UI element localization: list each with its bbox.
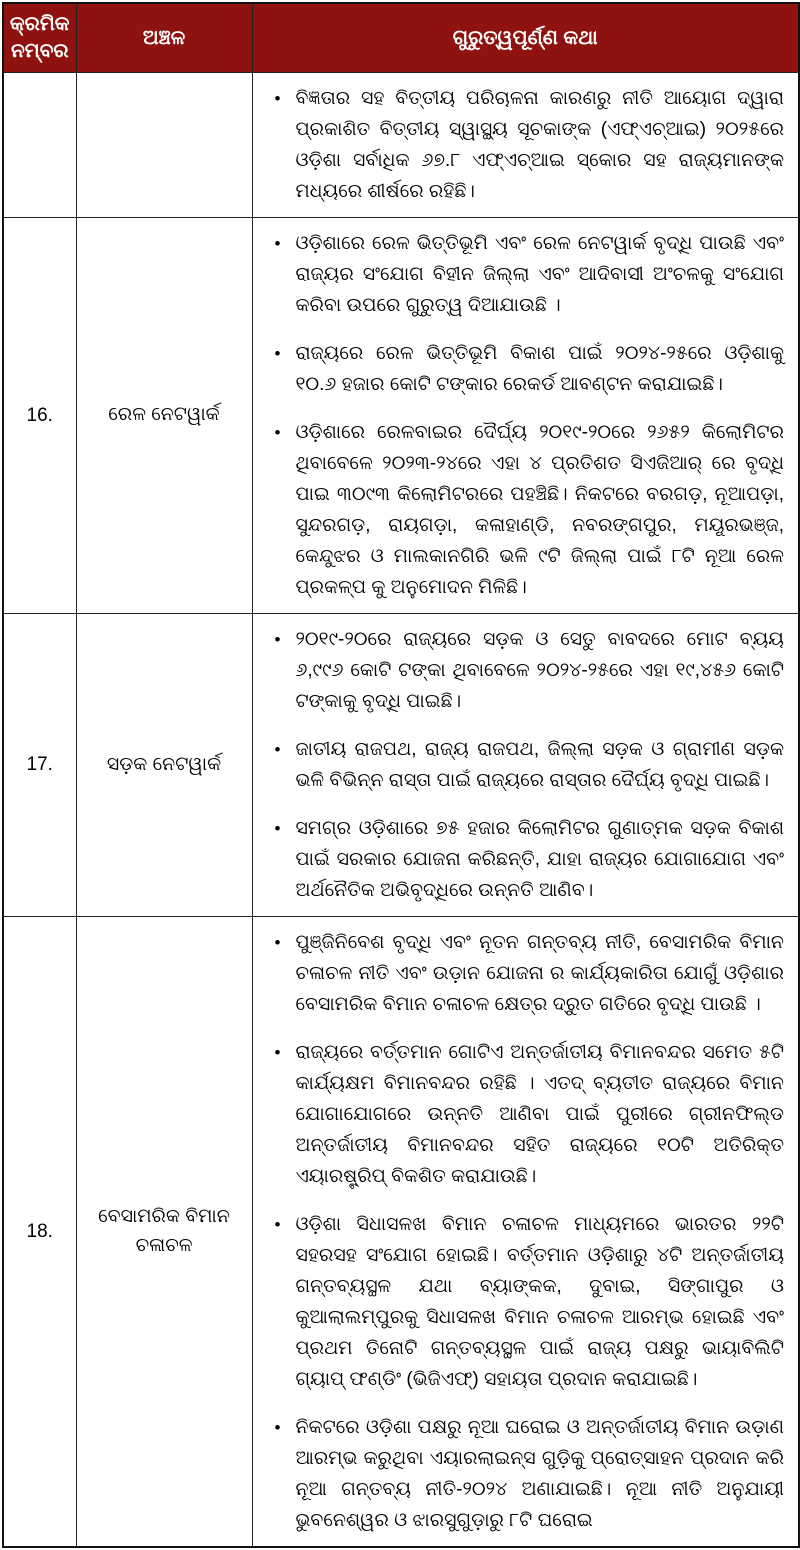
points-cell bbox=[252, 73, 799, 218]
table-row-17 bbox=[3, 614, 799, 917]
list-item bbox=[275, 734, 785, 796]
important-points-table bbox=[2, 2, 800, 1548]
bullet-icon: • bbox=[274, 234, 281, 253]
serial-number-cell: 16. bbox=[3, 218, 76, 614]
bullet-icon: • bbox=[274, 933, 281, 952]
bullet-icon: • bbox=[274, 1043, 281, 1062]
points-cell bbox=[252, 917, 799, 1548]
table-row-16 bbox=[3, 218, 799, 614]
serial-number-cell: 17. bbox=[3, 614, 76, 917]
serial-number-cell: 18. bbox=[3, 917, 76, 1548]
bullet-icon: • bbox=[274, 740, 281, 759]
point-text: ୨୦୧୯-୨୦ରେ ରାଜ୍ୟରେ ସଡ଼କ ଓ ସେତୁ ବାବଦରେ ମୋଟ ବ୍ୟୟ ୬,୯୯୬ କୋଟି ଟଙ୍କା ଥିବାବେଳେ ୨୦୨୪-୨୫ରେ ଏହା ୧୯,୪୫୬ କୋଟି ଟଙ୍କାକୁ ବୃଦ୍ଧି ପାଇଛି। bbox=[295, 629, 784, 712]
list-item bbox=[275, 813, 785, 906]
list-item bbox=[275, 624, 785, 717]
point-text: ସମଗ୍ର ଓଡ଼ିଶାରେ ୭୫ ହଜାର କିଲୋମିଟର ଗୁଣାତ୍ମକ ସଡ଼କ ବିକାଶ ପାଇଁ ସରକାର ଯୋଜନା କରିଛନ୍ତି, ଯାହା ରାଜ୍ୟର ଯୋଗାଯୋଗ ଏବଂ ଅର୍ଥନୈତିକ ଅଭିବୃଦ୍ଧିରେ ଉନ୍ନତି ଆଣିବ। bbox=[295, 818, 784, 901]
point-text: ଓଡ଼ିଶାରେ ରେଳବାଇର ଦୈର୍ଘ୍ୟ ୨୦୧୯-୨୦ରେ ୨୬୫୨ କିଲୋମିଟର ଥିବାବେଳେ ୨୦୨୩-୨୪ରେ ଏହା ୪ ପ୍ରତିଶତ ସିଏଜିଆର୍ ରେ ବୃଦ୍ଧି ପାଇ ୩୦୯୩ କିଲୋମିଟରରେ ପହଞ୍ଚିଛି। ନିକଟରେ ବରଗଡ଼, ନୂଆପଡ଼ା, ସୁନ୍ଦରଗଡ଼, ରାୟଗଡ଼ା, କଳାହାଣ୍ଡି, ନବରଙ୍ଗପୁର, ମୟୂରଭଞ୍ଜ, କେନ୍ଦୁଝର ଓ ମାଲକାନଗିରି ଭଳି ୯ଟି ଜିଲ୍ଲା ପାଇଁ ୮ଟି ନୂଆ ରେଳ ପ୍ରକଳ୍ପ କୁ ଅନୁମୋଦନ ମିଳିଛି। bbox=[295, 422, 784, 598]
point-text: ନିକଟରେ ଓଡ଼ିଶା ପକ୍ଷରୁ ନୂଆ ଘରୋଇ ଓ ଅନ୍ତର୍ଜାତୀୟ ବିମାନ ଉଡ଼ାଣ ଆରମ୍ଭ କରୁଥିବା ଏୟାରଲାଇନ୍ସ ଗୁଡ଼ିକୁ ପ୍ରୋତ୍ସାହନ ପ୍ରଦାନ କରି ନୂଆ ଗନ୍ତବ୍ୟ ନୀତି-୨୦୨୪ ଅଣାଯାଇଛି। ନୂଆ ନୀତି ଅନୁଯାୟୀ ଭୁବନେଶ୍ୱର ଓ ଝାରସୁଗୁଡ଼ାରୁ ୮ଟି ଘରୋଇ bbox=[295, 1417, 784, 1531]
list-item bbox=[275, 927, 785, 1020]
list-item bbox=[275, 1037, 785, 1192]
points-cell bbox=[252, 614, 799, 917]
header-area: ଅଞ୍ଚଳ bbox=[76, 3, 252, 73]
point-text: ଓଡ଼ିଶା ସିଧାସଳଖ ବିମାନ ଚଳାଚଳ ମାଧ୍ୟମରେ ଭାରତର ୨୨ଟି ସହରସହ ସଂଯୋଗ ହୋଇଛି। ବର୍ତ୍ତମାନ ଓଡ଼ିଶାରୁ ୪ଟି ଅନ୍ତର୍ଜାତୀୟ ଗନ୍ତବ୍ୟସ୍ଥଳ ଯଥା ବ୍ୟାଙ୍କକ, ଦୁବାଇ, ସିଙ୍ଗାପୁର ଓ କୁଆଲାଲମ୍ପୁରକୁ ସିଧାସଳଖ ବିମାନ ଚଳାଚଳ ଆରମ୍ଭ ହୋଇଛି ଏବଂ ପ୍ରଥମ ତିନୋଟି ଗନ୍ତବ୍ୟସ୍ଥଳ ପାଇଁ ରାଜ୍ୟ ପକ୍ଷରୁ ଭାୟାବିଲିଟି ଗ୍ୟାପ୍ ଫଣ୍ଡିଂ (ଭିଜିଏଫ୍) ସହାୟତା ପ୍ରଦାନ କରାଯାଇଛି। bbox=[295, 1214, 784, 1390]
points-cell bbox=[252, 218, 799, 614]
header-serial-number: କ୍ରମିକ ନମ୍ବର bbox=[3, 3, 76, 73]
area-cell: ବେସାମରିକ ବିମାନ ଚଳାଚଳ bbox=[76, 917, 252, 1548]
bullet-icon: • bbox=[274, 344, 281, 363]
bullet-icon: • bbox=[274, 89, 281, 108]
point-text: ରାଜ୍ୟରେ ରେଳ ଭିତ୍ତିଭୂମି ବିକାଶ ପାଇଁ ୨୦୨୪-୨୫ରେ ଓଡ଼ିଶାକୁ ୧୦.୬ ହଜାର କୋଟି ଟଙ୍କାର ରେକର୍ଡ ଆବଣ୍ଟନ କରାଯାଇଛି। bbox=[295, 343, 784, 395]
table-row-continuation bbox=[3, 73, 799, 218]
bullet-icon: • bbox=[274, 819, 281, 838]
serial-number-cell bbox=[3, 73, 76, 218]
bullet-icon: • bbox=[274, 1215, 281, 1234]
area-cell: ସଡ଼କ ନେଟୱାର୍କ bbox=[76, 614, 252, 917]
bullet-icon: • bbox=[274, 1418, 281, 1437]
list-item bbox=[275, 338, 785, 400]
point-text: ରାଜ୍ୟରେ ବର୍ତ୍ତମାନ ଗୋଟିଏ ଅନ୍ତର୍ଜାତୀୟ ବିମାନବନ୍ଦର ସମେତ ୫ଟି କାର୍ଯ୍ୟକ୍ଷମ ବିମାନବନ୍ଦର ରହିଛି । ଏତଦ୍ ବ୍ୟତୀତ ରାଜ୍ୟରେ ବିମାନ ଯୋଗାଯୋଗରେ ଉନ୍ନତି ଆଣିବା ପାଇଁ ପୁରୀରେ ଗ୍ରୀନଫିଲ୍ଡ ଅନ୍ତର୍ଜାତୀୟ ବିମାନବନ୍ଦର ସହିତ ରାଜ୍ୟରେ ୧୦ଟି ଅତିରିକ୍ତ ଏୟାରଷ୍ଟ୍ରିପ୍ ବିକଶିତ କରାଯାଉଛି। bbox=[295, 1042, 784, 1187]
point-text: ଜାତୀୟ ରାଜପଥ, ରାଜ୍ୟ ରାଜପଥ, ଜିଲ୍ଲା ସଡ଼କ ଓ ଗ୍ରାମୀଣ ସଡ଼କ ଭଳି ବିଭିନ୍ନ ରାସ୍ତା ପାଇଁ ରାଜ୍ୟରେ ରାସ୍ତାର ଦୈର୍ଘ୍ୟ ବୃଦ୍ଧି ପାଇଛି। bbox=[295, 739, 784, 791]
list-item bbox=[275, 417, 785, 603]
list-item bbox=[275, 228, 785, 321]
point-text: ପୁଞ୍ଜିନିବେଶ ବୃଦ୍ଧି ଏବଂ ନୂତନ ଗନ୍ତବ୍ୟ ନୀତି, ବେସାମରିକ ବିମାନ ଚଳାଚଳ ନୀତି ଏବଂ ଉଡ଼ାନ ଯୋଜନା ର କାର୍ଯ୍ୟକାରିତା ଯୋଗୁଁ ଓଡ଼ିଶାର ବେସାମରିକ ବିମାନ ଚଳାଚଳ କ୍ଷେତ୍ର ଦ୍ରୁତ ଗତିରେ ବୃଦ୍ଧି ପାଉଛି । bbox=[295, 932, 784, 1015]
bullet-icon: • bbox=[274, 630, 281, 649]
list-item bbox=[275, 83, 785, 207]
table-row-18 bbox=[3, 917, 799, 1548]
table-header-row bbox=[3, 3, 799, 73]
bullet-icon: • bbox=[274, 423, 281, 442]
list-item bbox=[275, 1209, 785, 1395]
list-item bbox=[275, 1412, 785, 1536]
area-cell: ରେଳ ନେଟୱାର୍କ bbox=[76, 218, 252, 614]
point-text: ଓଡ଼ିଶାରେ ରେଳ ଭିତ୍ତିଭୂମି ଏବଂ ରେଳ ନେଟୱାର୍କ ବୃଦ୍ଧି ପାଉଛି ଏବଂ ରାଜ୍ୟର ସଂଯୋଗ ବିହୀନ ଜିଲ୍ଲା ଏବଂ ଆଦିବାସୀ ଅଂଚଳକୁ ସଂଯୋଗ କରିବା ଉପରେ ଗୁରୁତ୍ୱ ଦିଆଯାଉଛି । bbox=[295, 233, 784, 316]
header-important-points: ଗୁରୁତ୍ୱପୂର୍ଣ୍ଣ କଥା bbox=[252, 3, 799, 73]
point-text: ବିଜ୍ଞତାର ସହ ବିତ୍ତୀୟ ପରିଚାଳନା କାରଣରୁ ନୀତି ଆୟୋଗ ଦ୍ୱାରା ପ୍ରକାଶିତ ବିତ୍ତୀୟ ସ୍ୱାସ୍ଥ୍ୟ ସୂଚକାଙ୍କ (ଏଫ୍ଏଚ୍ଆଇ) ୨୦୨୫ରେ ଓଡ଼ିଶା ସର୍ବାଧିକ ୬୭.୮ ଏଫ୍ଏଚ୍ଆଇ ସ୍କୋର ସହ ରାଜ୍ୟମାନଙ୍କ ମଧ୍ୟରେ ଶୀର୍ଷରେ ରହିଛି। bbox=[295, 88, 784, 202]
area-cell bbox=[76, 73, 252, 218]
